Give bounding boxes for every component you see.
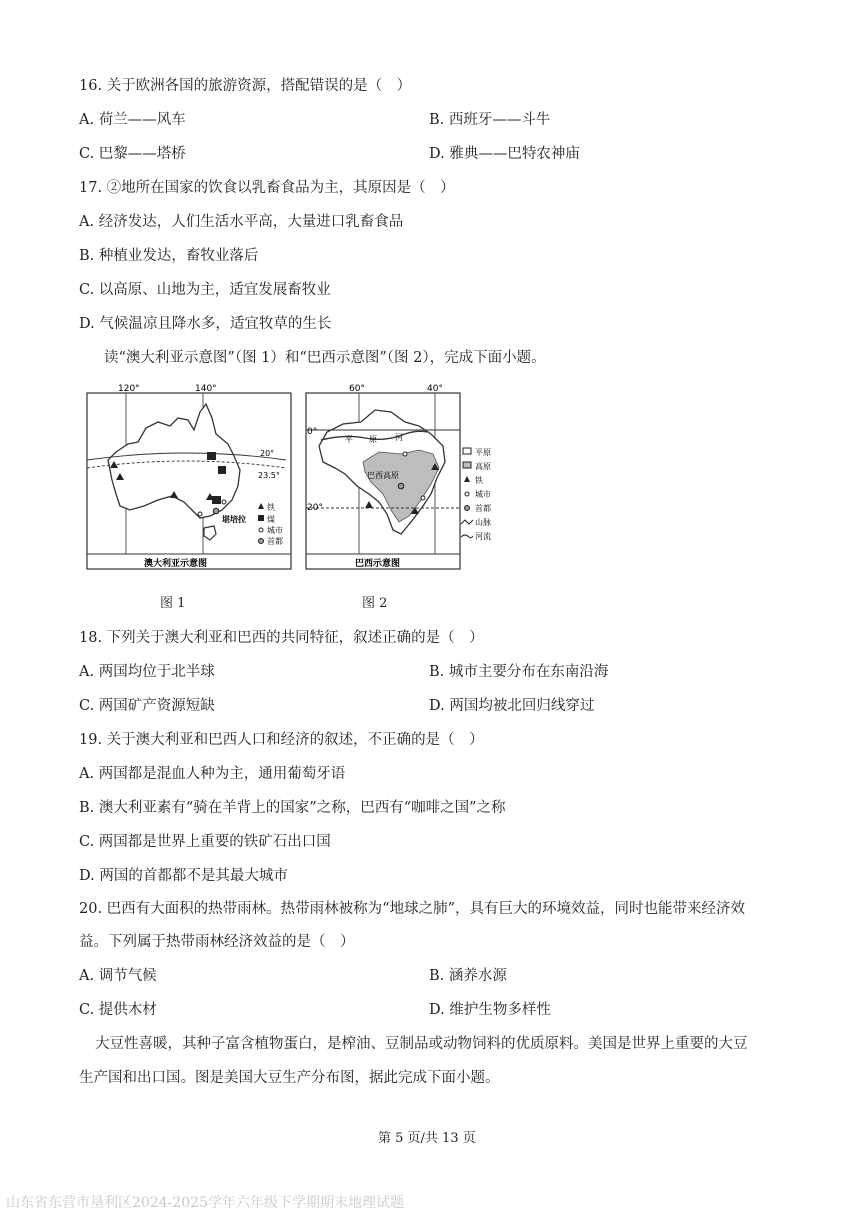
figure2-caption: 图 2	[362, 596, 388, 611]
q20-option-d: D. 维护生物多样性	[429, 1002, 551, 1018]
plateau-label: 巴西高原	[367, 471, 399, 480]
soy-intro-line1: 大豆性喜暖，其种子富含植物蛋白，是榨油、豆制品或动物饲料的优质原料。美国是世界上重要的大豆	[95, 1036, 748, 1052]
city-marker	[403, 452, 407, 456]
svg-text:平: 平	[345, 435, 353, 444]
q18-stem: 18. 下列关于澳大利亚和巴西的共同特征，叙述正确的是（ ）	[79, 630, 484, 646]
watermark-text: 山东省东营市垦利区2024-2025学年六年级下学期期末地理试题	[6, 1195, 404, 1211]
figure-australia-map	[86, 382, 292, 570]
q20-option-a: A. 调节气候	[79, 968, 157, 984]
q19-option-b: B. 澳大利亚素有“骑在羊背上的国家”之称，巴西有“咖啡之国”之称	[79, 800, 506, 816]
coal-marker	[212, 496, 221, 504]
legend-capital-brazil: 首都	[475, 504, 491, 513]
q17-option-d: D. 气候温凉且降水多，适宜牧草的生长	[79, 316, 332, 332]
city-marker	[198, 512, 202, 516]
page-number: 第 5 页/共 13 页	[378, 1131, 476, 1146]
lat-23-5-label: 23.5°	[258, 471, 280, 480]
city-marker	[421, 496, 425, 500]
q20-stem-line1: 20. 巴西有大面积的热带雨林。热带雨林被称为“地球之肺”，具有巨大的环境效益，同时也能带来经济效	[79, 901, 745, 917]
city-marker	[222, 500, 226, 504]
brazil-map-title: 巴西示意图	[355, 559, 401, 569]
q20-option-c: C. 提供木材	[79, 1002, 157, 1018]
q20-option-b: B. 涵养水源	[429, 968, 507, 984]
q17-option-a: A. 经济发达，人们生活水平高，大量进口乳畜食品	[79, 214, 404, 230]
q17-option-b: B. 种植业发达，畜牧业落后	[79, 248, 259, 264]
canberra-label: 堪培拉	[222, 515, 246, 524]
legend-mountain: 山脉	[475, 518, 491, 527]
lat-0-label: 0°	[307, 427, 318, 437]
q18-option-b: B. 城市主要分布在东南沿海	[429, 664, 609, 680]
capital-marker	[213, 508, 219, 514]
q20-stem-line2: 益。下列属于热带雨林经济效益的是（ ）	[79, 934, 355, 950]
maps-intro: 读“澳大利亚示意图”（图 1）和“巴西示意图”（图 2），完成下面小题。	[104, 350, 546, 366]
q19-option-c: C. 两国都是世界上重要的铁矿石出口国	[79, 834, 331, 850]
legend-city: 城市	[267, 526, 283, 535]
q19-option-d: D. 两国的首都都不是其最大城市	[79, 868, 288, 884]
lon-60-label: 60°	[349, 384, 365, 394]
q16-option-c: C. 巴黎——塔桥	[79, 146, 186, 162]
legend-coal: 煤	[267, 515, 275, 524]
lat-20-label-brazil: 20°	[307, 503, 323, 513]
capital-marker	[398, 483, 404, 489]
q17-stem: 17. ②地所在国家的饮食以乳畜食品为主，其原因是（ ）	[79, 180, 455, 196]
legend-capital: 首都	[267, 537, 283, 546]
q18-option-a: A. 两国均位于北半球	[79, 664, 215, 680]
q18-option-d: D. 两国均被北回归线穿过	[429, 698, 595, 714]
legend-river: 河流	[475, 532, 491, 541]
legend-iron: 铁	[267, 503, 275, 512]
q19-option-a: A. 两国都是混血人种为主，通用葡萄牙语	[79, 766, 346, 782]
q18-option-c: C. 两国矿产资源短缺	[79, 698, 215, 714]
legend-plain: 平原	[475, 448, 491, 457]
legend-city-brazil: 城市	[475, 490, 491, 499]
q16-stem: 16. 关于欧洲各国的旅游资源，搭配错误的是（ ）	[79, 78, 412, 94]
figure1-caption: 图 1	[160, 596, 186, 611]
legend-plateau: 高原	[475, 462, 491, 471]
australia-map-title: 澳大利亚示意图	[144, 559, 208, 569]
legend-iron-brazil: 铁	[475, 476, 483, 485]
q17-option-c: C. 以高原、山地为主，适宜发展畜牧业	[79, 282, 331, 298]
lon-40-label: 40°	[427, 384, 443, 394]
q19-stem: 19. 关于澳大利亚和巴西人口和经济的叙述，不正确的是（ ）	[79, 732, 484, 748]
figure-brazil-map	[305, 382, 505, 570]
q16-option-d: D. 雅典——巴特农神庙	[429, 146, 580, 162]
q16-option-a: A. 荷兰——风车	[79, 112, 186, 128]
soy-intro-line2: 生产国和出口国。图是美国大豆生产分布图，据此完成下面小题。	[79, 1070, 500, 1086]
lon-140-label: 140°	[195, 384, 217, 394]
lon-120-label: 120°	[118, 384, 140, 394]
lat-20-label: 20°	[260, 449, 275, 458]
svg-text:原: 原	[369, 435, 377, 444]
svg-text:河: 河	[395, 433, 403, 442]
q16-option-b: B. 西班牙——斗牛	[429, 112, 551, 128]
coal-marker	[207, 452, 216, 460]
coal-marker	[218, 466, 226, 474]
